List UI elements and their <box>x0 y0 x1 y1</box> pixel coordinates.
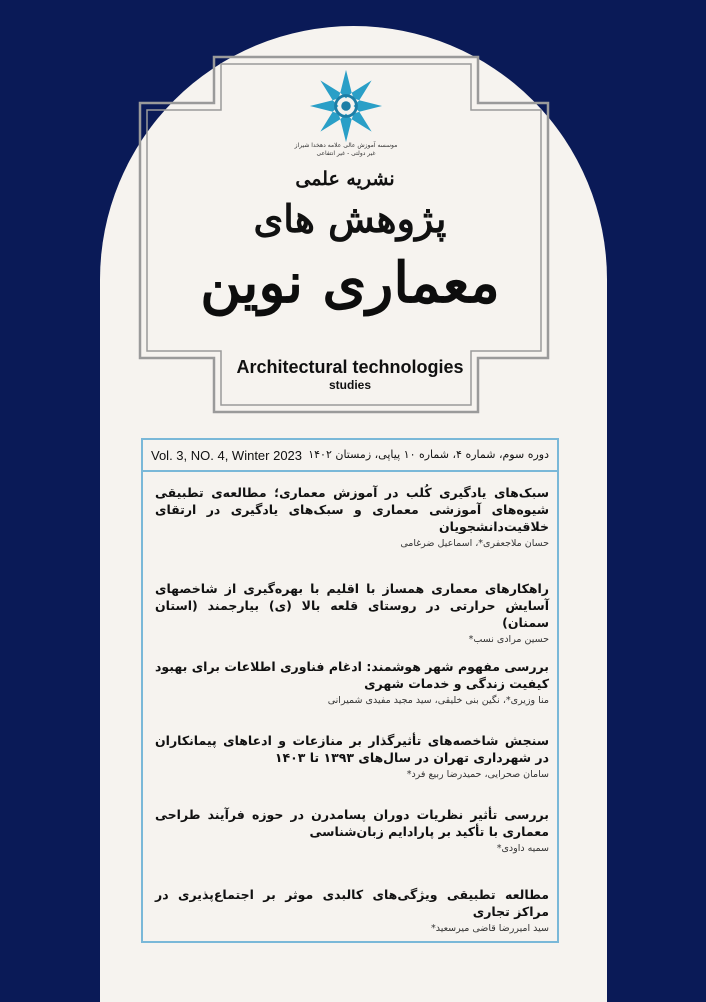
journal-type: نشریه علمی <box>295 168 395 190</box>
article-3[interactable] <box>155 658 549 708</box>
article-authors: سید امیررضا قاضی میرسعید* <box>430 923 549 934</box>
issue-info-english: Vol. 3, NO. 4, Winter 2023 <box>151 448 303 463</box>
journal-title-line1: پژوهش های <box>253 196 447 241</box>
article-authors: سامان صحرایی، حمیدرضا ربیع فرد* <box>406 769 549 780</box>
article-title[interactable]: بررسی تأثیر نظریات دوران پسامدرن در حوزه فرآیند طراحی معماری با تأکید بر پارادایم زبان‌شناسی <box>155 807 549 839</box>
table-of-contents <box>141 438 559 943</box>
article-6[interactable] <box>155 886 549 936</box>
article-title[interactable]: سبک‌های یادگیری کُلب در آموزش معماری؛ مطالعه‌ی تطبیقی شیوه‌های آموزشی معماری و سبک‌های یادگیری در ارتقای خلاقیت‌دانشجویان <box>155 485 549 534</box>
article-2[interactable] <box>155 580 549 647</box>
article-5[interactable] <box>155 806 549 856</box>
institute-line2: غیر دولتی - غیر انتفاعی <box>316 150 376 157</box>
english-title: Architectural technologies <box>236 357 464 377</box>
article-title[interactable]: مطالعه تطبیقی ویژگی‌های کالبدی موثر بر اجتماع‌پذیری در مراکز تجاری <box>155 887 549 919</box>
english-subtitle: studies <box>328 378 371 392</box>
article-title[interactable]: بررسی مفهوم شهر هوشمند: ادغام فناوری اطلاعات برای بهبود کیفیت زندگی و خدمات شهری <box>155 659 549 691</box>
article-authors: سمیه داودی* <box>496 843 549 854</box>
article-authors: حسین مرادی نسب* <box>468 634 549 645</box>
article-title[interactable]: سنجش شاخصه‌های تأثیرگذار بر منازعات و ادعاهای پیمانکاران در شهرداری تهران در سال‌های ۱۳۹۳ تا ۱۴۰۳ <box>155 733 549 765</box>
header-divider <box>143 470 557 472</box>
article-authors: حسان ملاجعفری*، اسماعیل ضرغامی <box>400 538 549 549</box>
article-1[interactable] <box>155 484 549 551</box>
institute-name <box>280 142 412 158</box>
article-4[interactable] <box>155 732 549 782</box>
issue-info-persian: دوره سوم، شماره ۴، شماره ۱۰ پیاپی، زمستان ۱۴۰۲ <box>308 448 549 461</box>
institute-line1: موسسه آموزش عالی علامه دهخدا شیراز <box>294 142 398 149</box>
article-title[interactable]: راهکارهای معماری همساز با اقلیم با بهره‌گیری از شاخصهای آسایش حرارتی در روستای قلعه بالا (ی) بیارجمند (استان سمنان) <box>155 581 549 630</box>
journal-title-line2: معماری نوین <box>200 250 500 316</box>
article-authors: منا وزیری*، نگین بنی خلیقی، سید مجید مفیدی شمیرانی <box>327 695 549 706</box>
star-ornament-icon <box>308 68 384 144</box>
